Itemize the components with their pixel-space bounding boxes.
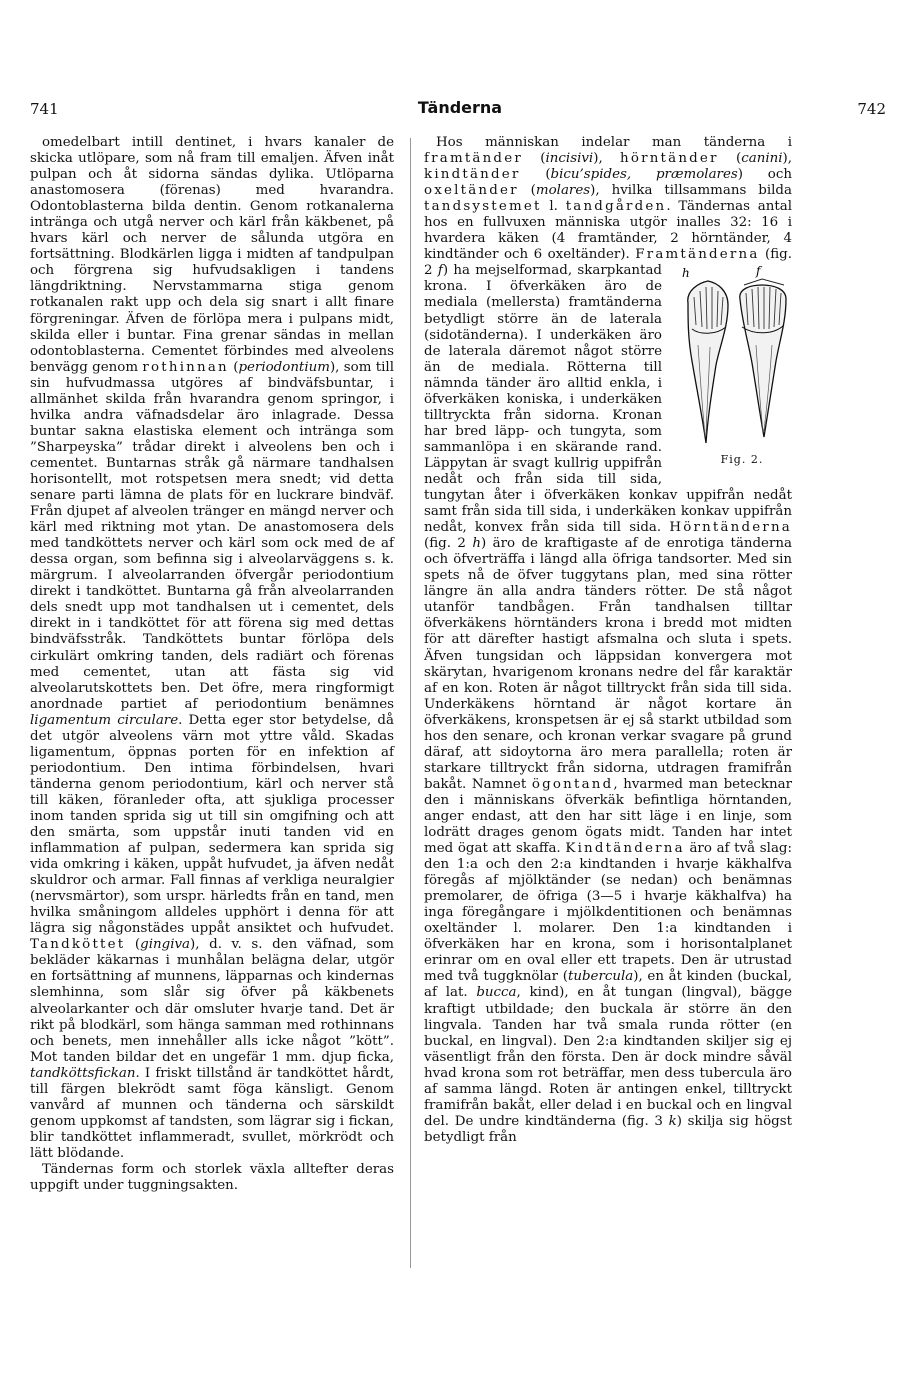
- figure-caption: Fig. 2.: [720, 453, 764, 467]
- right-paragraph-1: [424, 135, 792, 1146]
- text-run: (fig. 2: [424, 247, 792, 279]
- text-run: . Tändernas antal hos en fullvuxen människa utgör inalles 32: 16 i hvardera käken (4 framtänder, 2 hörntänder, 4 kindtänder och 6 oxeltänder).: [424, 199, 792, 263]
- text-run: , kind), en åt tungan (lingval), bägge kraftigt utbildade; den buckala är större än den lingvala. Tanden har två smala runda rötter (en buckal, en lingval). Den 2:a kindtanden skiljer sig ej väsentligt från den första. Den är dock mindre såväl hvad krona som rot beträffar, men dess tubercula äro af samma längd. Roten är antingen enkel, tilltryckt framifrån bakåt, eller delad i en buckal och en lingval del. De undre kindtänderna (fig. 3: [424, 985, 792, 1129]
- text-run: l.: [541, 199, 566, 215]
- incisor-tooth: [740, 285, 786, 437]
- text-run: ) äro de kraftigaste af de enrotiga tänderna och öfverträffa i längd alla öfriga tandsorter. Med sin spets nå de öfver tuggytans plan, med sina rötter längre än alla andra tänders rötter. De stå något utanför tandbågen. Från tandhalsen tilltar öfverkäkens hörntänders krona i bredd mot midten för att därefter hastigt afsmalna och sluta i spets. Äfven tungsidan och läppsidan konvergera mot skärytan, hvarigenom kronans nedre del får karaktär af en kon. Roten är något tilltryckt från sida till sida. Underkäkens hörntand är något kortare än öfverkäkens, kronspetsen är ej så starkt utbildad som hos den senare, och kronan verkar svagare på grund däraf, att sidoytorna äro mera parallella; roten är starkare tilltryckt från sidorna, utdragen framifrån bakåt. Namnet: [424, 536, 792, 792]
- text-run: framtänder: [424, 151, 523, 167]
- text-run: tandsystemet: [424, 199, 542, 215]
- text-run: ), hvilka tillsammans bilda: [590, 183, 792, 199]
- text-run: (: [228, 359, 239, 375]
- text-run: Kindtänderna: [565, 841, 685, 857]
- text-run: f: [437, 263, 443, 279]
- left-paragraph-2: [30, 1162, 394, 1194]
- figure-label-f: f: [756, 265, 761, 279]
- text-run: (: [518, 183, 536, 199]
- text-run: hörntänder: [620, 151, 719, 167]
- text-run: Hörntänderna: [669, 520, 792, 536]
- canine-tooth: [688, 281, 728, 443]
- text-run: ),: [593, 151, 621, 167]
- text-run: ), d. v. s. den väfnad, som bekläder käkarnas i munhålan belägna delar, utgör en fortsättning af munnens, läpparnas och kindernas slemhinna, som slår sig öfver på käkbenets alveolarkanter och där omsluter hvarje tand. Det är rikt på blodkärl, som hänga samman med rothinnans och benets, men innehåller alls icke något ”kött”. Mot tanden bildar det en ungefär 1 mm. djup ficka,: [30, 937, 394, 1065]
- text-run: (fig. 2: [424, 536, 473, 552]
- text-run: (: [125, 937, 141, 953]
- page-number-left: 741: [30, 100, 59, 118]
- text-run: Tändernas form och storlek växla alltefter deras uppgift under tuggningsakten.: [30, 1162, 394, 1194]
- text-run: incisivi: [545, 151, 594, 167]
- text-run: h: [472, 536, 481, 552]
- text-run: ),: [782, 151, 793, 167]
- label-f-leader: [744, 279, 784, 285]
- figure-2: [672, 265, 800, 468]
- left-column: [30, 135, 394, 1194]
- text-run: ) ha mejselformad, skarpkantad krona. I öfverkäken äro de mediala (mellersta) framtänderna betydligt större än de laterala (sidotänderna). I underkäken äro de laterala däremot något större än de mediala. Rötterna till nämnda tänder äro alltid enkla, i öfverkäken koniska, i underkäken tilltryckta från sidorna. Kronan har bred läpp- och tungyta, som sammanlöpa i en skärande rand. Läppytan är svagt kullrig uppifrån nedåt och från sida till sida, tungytan åter i öfverkäken konkav uppifrån nedåt samt från sida till sida, i underkäken konkav uppifrån nedåt, konvex från sida till sida.: [424, 263, 792, 536]
- page-number-right: 742: [857, 100, 886, 118]
- teeth-illustration: [676, 265, 796, 450]
- text-run: (: [718, 151, 742, 167]
- text-run: tandköttsfickan: [30, 1065, 136, 1081]
- text-run: periodontium: [238, 359, 330, 375]
- left-paragraph-1: [30, 135, 394, 1162]
- text-run: gingiva: [140, 937, 191, 953]
- text-run: canini: [741, 151, 783, 167]
- text-run: . I friskt tillstånd är tandköttet hårdt, till färgen blekrödt samt föga känsligt. Genom vanvård af munnen och tänderna och särskildt genom uppkomst af tandsten, som lägrar sig i fickan, blir tandköttet inflammeradt, svullet, mörkrödt och lätt blödande.: [30, 1065, 394, 1161]
- text-run: (: [522, 151, 546, 167]
- text-run: , hvarmed man betecknar den i människans öfverkäk befintliga hörntanden, anger endast, att den har sitt läge i en linje, som lodrätt drages genom ögats midt. Tanden har intet med ögat att skaffa.: [424, 776, 792, 857]
- text-run: bucca: [476, 985, 517, 1001]
- text-run: kindtänder: [424, 167, 521, 183]
- text-run: rothinnan: [142, 359, 229, 375]
- text-run: Framtänderna: [635, 247, 760, 263]
- text-run: ) och: [737, 167, 792, 183]
- text-run: omedelbart intill dentinet, i hvars kanaler de skicka utlöpare, som nå fram till emaljen. Äfven inåt pulpan och åt sidorna sändas dylika. Utlöparna anastomosera (förenas) med hvarandra. Odontoblasterna bilda dentin. Genom rotkanalerna inträngа och utgå nerver och kärl från käkbenet, på hvars kärl och nerver de sålunda utgöra en fortsättning. Blodkärlen ligga i midten af tandpulpan och förgrena sig hufvudsakligen i tandens längdriktning. Nervstammarna stiga genom rotkanalen rakt upp och dela sig snart i allt finare förgreningar. Äfven de förlöpa mera i pulpans midt, skilda eller i buntar. Fina grenar sändas in mellan odontoblasterna. Cementet förbindes med alveolens benvägg genom: [30, 135, 394, 375]
- running-head-title: Tänderna: [417, 98, 503, 117]
- text-run: (: [520, 167, 551, 183]
- figure-label-h: h: [682, 266, 690, 281]
- text-run: . Detta eger stor betydelse, då det utgör alveolens värn mot yttre våld. Skadas ligamentum, öppnas porten för en infektion af periodontium. Den intima förbindelsen, hvari tänderna genom periodontium, kärl och nerver stå till käken, föranleder ofta, att sjukliga processer inom tanden sprida sig ut till sin omgifning och att den smärta, som uppstår inuti tanden vid en inflammation af pulpan, sedermera kan sprida sig vida omkring i käken, uppåt hufvudet, ja äfven nedåt skuldror och armar. Fall finnas af verkliga neuralgier (nervsmärtor), som urspr. härledts från en tand, men hvilka småningom alldeles upphört i denna för att lägra sig någonstädes uppåt ansiktet och hufvudet.: [30, 712, 394, 937]
- text-run: tubercula: [567, 969, 634, 985]
- text-run: k: [668, 1113, 677, 1129]
- text-run: ligamentum circulare: [30, 712, 179, 728]
- text-run: oxeltänder: [424, 183, 519, 199]
- right-paragraph-runs: [424, 135, 792, 1145]
- text-run: äro af två slag: den 1:a och den 2:a kindtanden i hvarje käkhalfva föregås af mjölktänder (se nedan) och benämnas premolarer, de öfriga (3—5 i hvarje käkhalfva) ha inga föregångare i mjölkdentitionen och benämnas oxeltänder l. molarer. Den 1:a kindtanden i öfverkäken har en krona, som i horisontalplanet erinrar om en oval eller ett trapets. Den är utrustad med två tuggknölar (: [424, 841, 793, 985]
- text-run: Hos människan indelar man tänderna i: [436, 135, 792, 150]
- text-run: ) skilja sig högst betydligt från: [424, 1113, 792, 1145]
- text-run: ögontand: [531, 776, 614, 792]
- text-run: Tandköttet: [30, 937, 126, 953]
- text-run: molares: [535, 183, 591, 199]
- text-run: tandgården: [565, 199, 667, 215]
- text-run: bicu’spides, præmolares: [550, 167, 738, 183]
- right-column: [424, 135, 792, 1146]
- text-run: ), en åt kinden (buckal, af lat.: [424, 969, 792, 1001]
- text-run: ), som till sin hufvudmassa utgöres af bindväfsbuntar, i allmänhet skilda från hvarandra genom springor, i hvilka andra väfnadsdelar äro inlagrade. Dessa buntar sakna elastiska element och inträngа som ”Sharpeyska” trådar direkt i alveolens ben och i cementet. Buntarnas stråk gå närmare tandhalsen horisontellt, mot rotspetsen mera snedt; vid detta senare parti lämna de plats för en luckrare bindväf. Från djupet af alveolen tränger en mängd nerver och kärl med riktning mot ytan. De anastomosera dels med tandköttets nerver och kärl som ock med de af dessa organ, som befinna sig i alveolarväggens s. k. märgrum. I alveolarranden öfvergår periodontium direkt i tandköttet. Buntarna gå från alveolarranden dels snedt upp mot tandhalsen ut i cementet, dels direkt in i tandköttet för att förena sig med dettas bindväfsstråk. Tandköttets buntar förlöpa dels cirkulärt omkring tanden, dels radiärt och förenas med cementet, utan att fästa sig vid alveolarutskottets ben. Det öfre, mera ringformigt anordnade partiet af periodontium benämnes: [30, 359, 394, 712]
- column-divider: [410, 138, 411, 1268]
